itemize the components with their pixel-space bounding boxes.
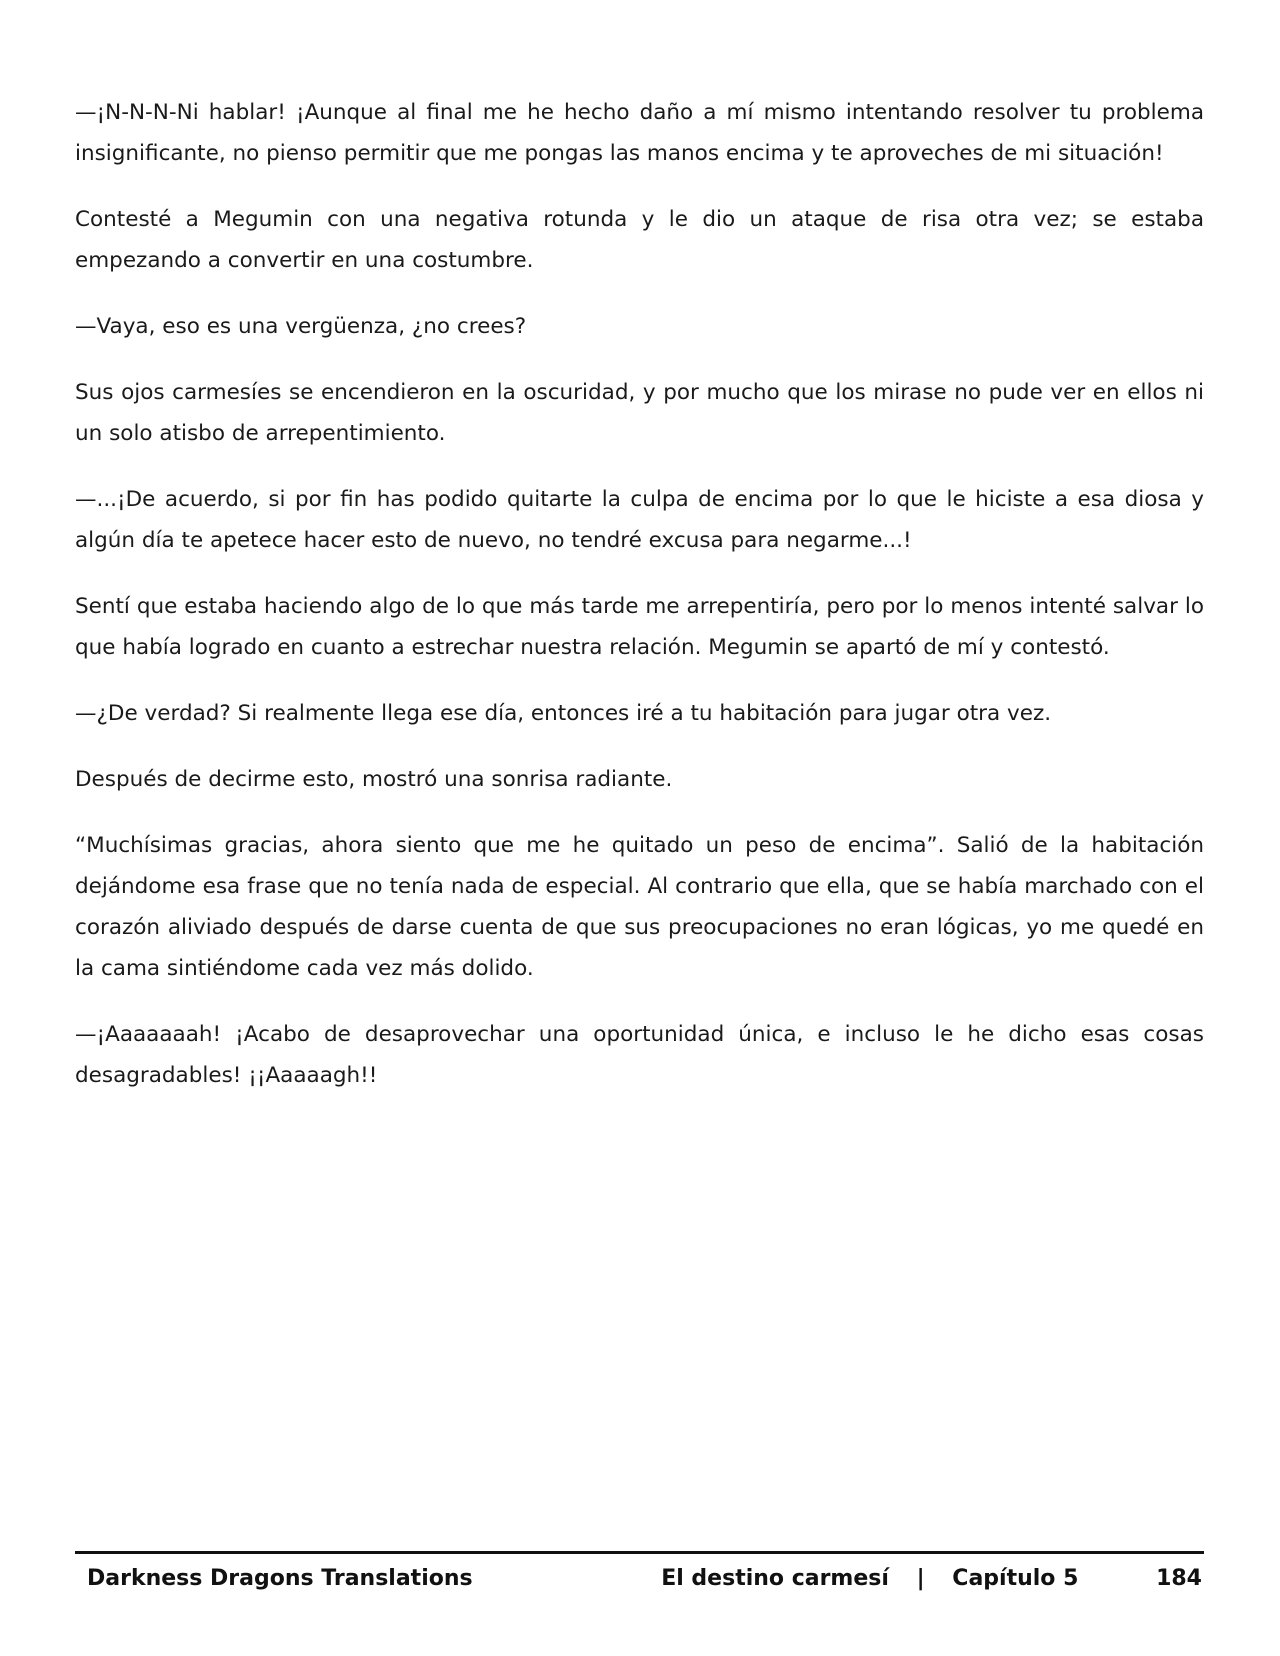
paragraph: —¡N-N-N-Ni hablar! ¡Aunque al final me he hecho daño a mí mismo intentando resolver tu problema insignificante, no pienso permitir que me pongas las manos encima y te aproveches de mi situación! bbox=[75, 100, 1204, 166]
paragraph: —...¡De acuerdo, si por fin has podido quitarte la culpa de encima por lo que le hiciste a esa diosa y algún día te apetece hacer esto de nuevo, no tendré excusa para negarme...! bbox=[75, 487, 1204, 553]
paragraph: —Vaya, eso es una vergüenza, ¿no crees? bbox=[75, 314, 527, 339]
page-body bbox=[75, 92, 1204, 1121]
paragraph: —¿De verdad? Si realmente llega ese día, entonces iré a tu habitación para jugar otra vez. bbox=[75, 701, 1052, 726]
paragraph: “Muchísimas gracias, ahora siento que me he quitado un peso de encima”. Salió de la habitación dejándome esa frase que no tenía nada de especial. Al contrario que ella, que se había marchado con el corazón aliviado después de darse cuenta de que sus preocupaciones no eran lógicas, yo me quedé en la cama sintiéndome cada vez más dolido. bbox=[75, 833, 1204, 981]
footer-divider bbox=[75, 1551, 1204, 1554]
page-number: 184 bbox=[1156, 1566, 1202, 1591]
paragraph: Después de decirme esto, mostró una sonrisa radiante. bbox=[75, 767, 673, 792]
paragraph: Sus ojos carmesíes se encendieron en la oscuridad, y por mucho que los mirase no pude ver en ellos ni un solo atisbo de arrepentimiento. bbox=[75, 380, 1204, 446]
footer-right-group bbox=[661, 1566, 1202, 1591]
paragraph: Contesté a Megumin con una negativa rotunda y le dio un ataque de risa otra vez; se estaba empezando a convertir en una costumbre. bbox=[75, 207, 1204, 273]
footer-separator: | bbox=[916, 1566, 925, 1591]
page-footer bbox=[75, 1560, 1204, 1600]
footer-publisher: Darkness Dragons Translations bbox=[87, 1566, 473, 1591]
paragraph: Sentí que estaba haciendo algo de lo que más tarde me arrepentiría, pero por lo menos intenté salvar lo que había logrado en cuanto a estrechar nuestra relación. Megumin se apartó de mí y contestó. bbox=[75, 594, 1204, 660]
footer-chapter: Capítulo 5 bbox=[952, 1566, 1079, 1591]
footer-book-title: El destino carmesí bbox=[661, 1566, 889, 1591]
paragraph: —¡Aaaaaaah! ¡Acabo de desaprovechar una oportunidad única, e incluso le he dicho esas cosas desagradables! ¡¡Aaaaagh!! bbox=[75, 1022, 1204, 1088]
